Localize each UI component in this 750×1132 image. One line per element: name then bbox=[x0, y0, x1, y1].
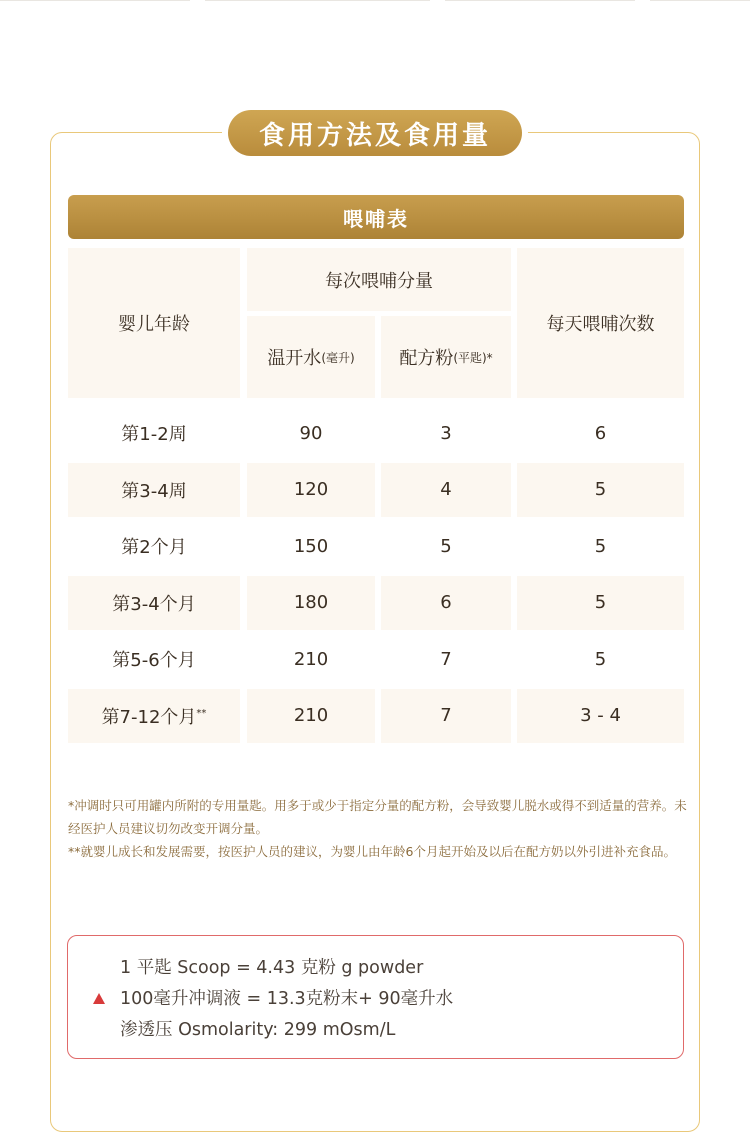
table-cell-age bbox=[68, 463, 240, 518]
table-cell-age bbox=[68, 632, 240, 687]
table-cell-powder bbox=[381, 632, 511, 687]
table-cell-age bbox=[68, 576, 240, 631]
table-cell-age-text: 第1-2周 bbox=[121, 424, 187, 446]
table-cell-daily bbox=[517, 406, 684, 461]
table-cell-powder bbox=[381, 406, 511, 461]
table-cell-age bbox=[68, 519, 240, 574]
table-cell-daily-text: 3 - 4 bbox=[580, 705, 621, 727]
table-cell-powder-text: 3 bbox=[440, 422, 452, 444]
table-cell-water bbox=[247, 689, 375, 744]
note-supplement: **就婴儿成长和发展需要，按医护人员的建议，为婴儿由年龄6个月起开始及以后在配方奶以外引进补充食品。 bbox=[68, 844, 676, 859]
col-header-water-unit: (毫升) bbox=[321, 350, 355, 365]
table-cell-water-text: 150 bbox=[293, 535, 329, 557]
table-cell-daily-text: 5 bbox=[594, 535, 607, 557]
table-cell-daily bbox=[517, 689, 684, 744]
table-cell-water-text: 210 bbox=[293, 648, 329, 670]
table-cell-powder bbox=[381, 689, 511, 744]
col-header-per-feed bbox=[247, 248, 511, 311]
table-cell-daily-text: 6 bbox=[594, 422, 607, 444]
table-cell-daily bbox=[517, 463, 684, 518]
table-cell-age-text: 第3-4个月 bbox=[112, 593, 196, 615]
info-box bbox=[67, 935, 684, 1059]
col-header-powder bbox=[381, 316, 511, 398]
table-cell-powder-text: 7 bbox=[440, 648, 452, 670]
footnote-mark: ** bbox=[196, 708, 207, 720]
col-header-age-label: 婴儿年龄 bbox=[118, 314, 190, 335]
info-scoop-weight: 1 平匙 Scoop = 4.43 克粉 g powder bbox=[120, 958, 424, 978]
col-header-daily-label: 每天喂哺次数 bbox=[546, 314, 655, 335]
table-cell-age-text: 第2个月 bbox=[121, 537, 187, 559]
table-cell-water bbox=[247, 406, 375, 461]
table-cell-daily bbox=[517, 576, 684, 631]
table-title: 喂哺表 bbox=[68, 195, 684, 239]
table-cell-age-text: 第3-4周 bbox=[121, 480, 187, 502]
col-header-water bbox=[247, 316, 375, 398]
table-cell-water-text: 90 bbox=[299, 422, 323, 444]
table-cell-age bbox=[68, 406, 240, 461]
table-cell-water bbox=[247, 463, 375, 518]
table-cell-age-text: 第5-6个月 bbox=[112, 650, 196, 672]
table-cell-daily-text: 5 bbox=[594, 592, 607, 614]
table-cell-water-text: 180 bbox=[293, 592, 329, 614]
notes bbox=[68, 794, 688, 863]
table-cell-powder bbox=[381, 519, 511, 574]
table-cell-powder bbox=[381, 463, 511, 518]
warning-triangle-icon bbox=[93, 993, 105, 1004]
section-title: 食用方法及食用量 bbox=[228, 110, 522, 156]
table-cell-water-text: 120 bbox=[293, 479, 329, 501]
table-cell-daily-text: 5 bbox=[594, 479, 607, 501]
table-cell-daily bbox=[517, 519, 684, 574]
table-cell-powder-text: 6 bbox=[440, 592, 452, 614]
top-divider bbox=[0, 0, 750, 2]
note-scoop: *冲调时只可用罐内所附的专用量匙。用多于或少于指定分量的配方粉，会导致婴儿脱水或得不到适量的营养。未经医护人员建议切勿改变开调分量。 bbox=[68, 798, 687, 836]
table-cell-powder-text: 4 bbox=[440, 479, 452, 501]
info-osmolarity: 渗透压 Osmolarity: 299 mOsm/L bbox=[120, 1020, 396, 1040]
table-cell-water-text: 210 bbox=[293, 705, 329, 727]
col-header-daily bbox=[517, 248, 684, 398]
col-header-age bbox=[68, 248, 240, 398]
table-cell-powder-text: 7 bbox=[440, 705, 452, 727]
table-cell-water bbox=[247, 632, 375, 687]
table-cell-age bbox=[68, 689, 240, 744]
col-header-powder-unit: (平匙)* bbox=[453, 350, 493, 365]
table-cell-daily bbox=[517, 632, 684, 687]
table-cell-water bbox=[247, 519, 375, 574]
table-cell-powder bbox=[381, 576, 511, 631]
info-concentration: 100毫升冲调液 = 13.3克粉末+ 90毫升水 bbox=[120, 989, 454, 1009]
col-header-powder-label: 配方粉 bbox=[399, 348, 454, 369]
col-header-water-label: 温开水 bbox=[267, 348, 322, 369]
table-cell-water bbox=[247, 576, 375, 631]
table-cell-daily-text: 5 bbox=[594, 648, 607, 670]
col-header-per-feed-label: 每次喂哺分量 bbox=[325, 270, 433, 292]
table-cell-age-text: 第7-12个月 bbox=[101, 706, 197, 728]
table-cell-powder-text: 5 bbox=[440, 535, 452, 557]
